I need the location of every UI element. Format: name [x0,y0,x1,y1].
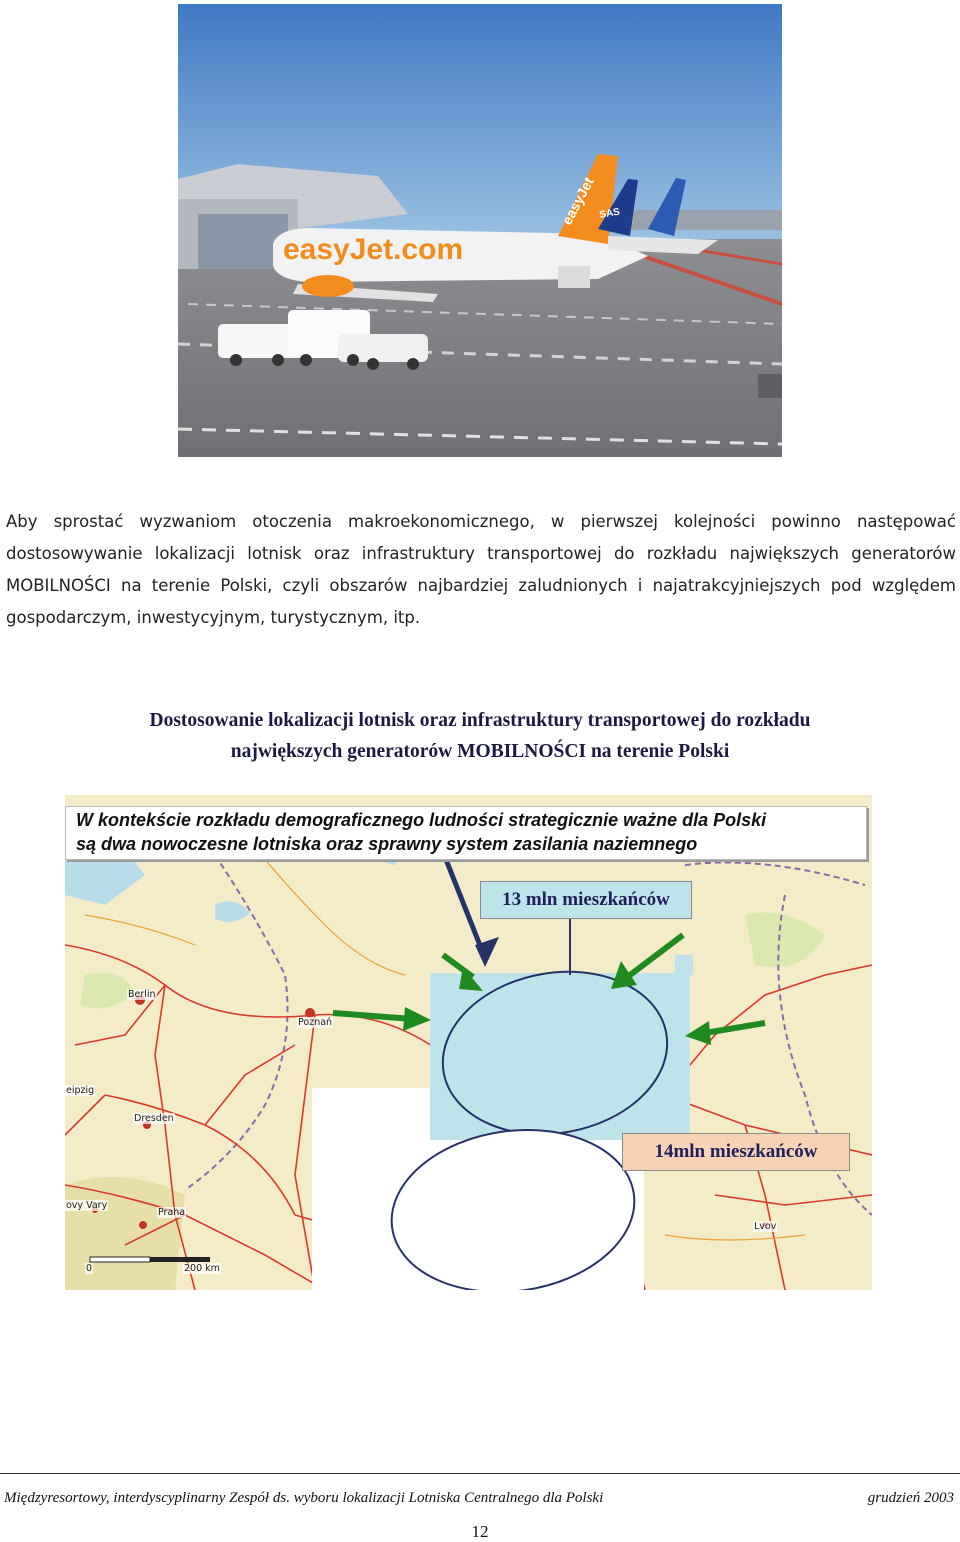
city-label-praha: Praha [158,1207,186,1218]
scale-label-start: 0 [86,1263,93,1274]
arrow-dark-1 [445,857,483,953]
region-south-ellipse [381,1115,645,1290]
section-heading-line2: największych generatorów MOBILNOŚCI na terenie Polski [230,741,730,762]
callout-line1: W kontekście rozkładu demograficznego ludności strategicznie ważne dla Polski [76,810,767,830]
footer-left-text: Międzyresortowy, interdyscyplinarny Zespół ds. wyboru lokalizacji Lotniska Centralnego dla Polski [4,1490,604,1506]
airport-photo [178,4,782,457]
city-label-dresden: Dresden [134,1113,174,1124]
south-population-label: 14mln mieszkańców [622,1133,850,1171]
footer-date: grudzień 2003 [867,1490,954,1506]
plane-tail-text: easyJet [558,174,597,228]
section-heading-line1: Dostosowanie lokalizacji lotnisk oraz infrastruktury transportowej do rozkładu [149,710,811,731]
city-label-leipzig: eipzig [66,1085,95,1096]
callout-line2: są dwa nowoczesne lotniska oraz sprawny system zasilania naziemnego [76,834,698,854]
north-population-label: 13 mln mieszkańców [480,881,692,919]
city-label-poznan: Poznań [298,1017,333,1028]
city-label-lvov: Lvov [754,1221,777,1232]
scale-label-end: 200 km [184,1263,220,1274]
map-callout [65,806,867,860]
city-label-berlin: Berlin [128,989,156,1000]
page-number: 12 [471,1522,489,1541]
plane-livery-text: easyJet.com [283,233,464,266]
footer-divider [0,1473,960,1474]
arrow-green-east [685,1021,765,1045]
airport-photo-illustration [178,4,782,457]
section-heading [40,705,920,767]
city-label-karlovy-vary: ovy Vary [66,1200,108,1211]
plane-tail2-text: SAS [598,206,621,221]
arrow-green-west [333,1007,431,1031]
intro-paragraph: Aby sprostać wyzwaniom otoczenia makroekonomicznego, w pierwszej kolejności powinno następować dostosowywanie lokalizacji lotnisk oraz infrastruktury transportowej do rozkładu największych generatorów MOBILNOŚCI na terenie Polski, czyli obszarów najbardziej zaludnionych i najatrakcyjniejszych pod względem gospodarczym, inwestycyjnym, turystycznym, itp. [6,512,956,627]
population-map [65,795,872,1290]
